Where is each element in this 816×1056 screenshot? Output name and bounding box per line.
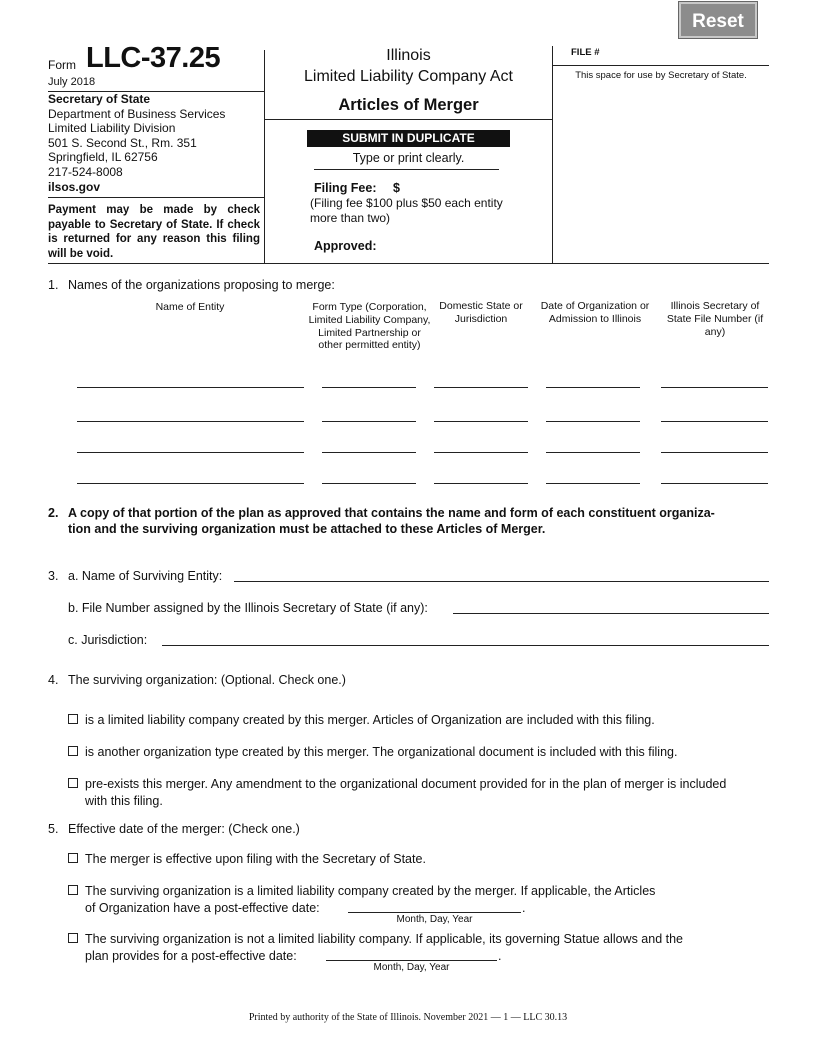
domestic-state-field[interactable] bbox=[434, 387, 528, 388]
organization-date-field[interactable] bbox=[546, 387, 640, 388]
domestic-state-field[interactable] bbox=[434, 452, 528, 453]
non-llc-post-effective-date-field[interactable] bbox=[326, 960, 497, 961]
organization-date-field[interactable] bbox=[546, 483, 640, 484]
agency-line: Springfield, IL 62756 bbox=[48, 150, 158, 165]
divider bbox=[552, 65, 769, 66]
agency-address bbox=[48, 92, 225, 194]
option-label-cont: of Organization have a post-effective date: bbox=[85, 901, 320, 915]
entity-name-field[interactable] bbox=[77, 483, 304, 484]
surviving-name-label: a. Name of Surviving Entity: bbox=[68, 569, 223, 583]
footer: Printed by authority of the State of Illinois. November 2021 — 1 — LLC 30.13 bbox=[248, 1012, 568, 1023]
effective-option-upon-filing bbox=[68, 852, 426, 866]
column-header: Domestic State or Jurisdiction bbox=[439, 300, 523, 325]
option-label: The surviving organization is a limited liability company created by the merger. If applicable, the Articles bbox=[85, 884, 656, 898]
file-number-label: FILE # bbox=[571, 47, 600, 58]
checkbox[interactable] bbox=[68, 714, 78, 724]
sos-file-number-field[interactable] bbox=[661, 483, 768, 484]
domestic-state-field[interactable] bbox=[434, 421, 528, 422]
item1-text: Names of the organizations proposing to merge: bbox=[68, 278, 335, 292]
print-note: Type or print clearly. bbox=[352, 151, 465, 165]
period: . bbox=[498, 949, 502, 963]
surviving-option-other bbox=[68, 745, 677, 759]
item4-number: 4. bbox=[48, 673, 59, 687]
checkbox[interactable] bbox=[68, 933, 78, 943]
act-name: Limited Liability Company Act bbox=[304, 68, 513, 85]
item2-number: 2. bbox=[48, 506, 59, 520]
effective-option-llc-post-date bbox=[68, 884, 655, 898]
file-number-assigned-label: b. File Number assigned by the Illinois Secretary of State (if any): bbox=[68, 601, 428, 615]
option-label: pre-exists this merger. Any amendment to the organizational document provided for in the plan of merger is included bbox=[85, 777, 727, 791]
sos-file-number-field[interactable] bbox=[661, 452, 768, 453]
option-label: is another organization type created by this merger. The organizational document is included with this filing. bbox=[85, 745, 678, 759]
agency-line: Department of Business Services bbox=[48, 106, 226, 121]
column-header: Name of Entity bbox=[155, 301, 225, 313]
entity-name-field[interactable] bbox=[77, 452, 304, 453]
checkbox[interactable] bbox=[68, 778, 78, 788]
organization-date-field[interactable] bbox=[546, 452, 640, 453]
checkbox[interactable] bbox=[68, 746, 78, 756]
agency-line: Limited Liability Division bbox=[48, 121, 176, 136]
header-divider bbox=[48, 263, 769, 264]
column-header: Illinois Secretary of State File Number (if any) bbox=[666, 300, 764, 338]
sos-space-note: This space for use by Secretary of State. bbox=[575, 70, 747, 81]
form-code: LLC-37.25 bbox=[86, 42, 221, 74]
llc-post-effective-date-field[interactable] bbox=[348, 912, 521, 913]
divider bbox=[314, 169, 499, 170]
filing-fee-note: (Filing fee $100 plus $50 each entity more than two) bbox=[310, 196, 503, 225]
option-label: The merger is effective upon filing with the Secretary of State. bbox=[85, 852, 426, 866]
divider bbox=[48, 197, 264, 198]
surviving-option-preexists bbox=[68, 777, 726, 791]
file-number-assigned-field[interactable] bbox=[453, 613, 769, 614]
agency-website: ilsos.gov bbox=[48, 179, 101, 194]
form-prefix: Form bbox=[48, 58, 76, 72]
entity-name-field[interactable] bbox=[77, 387, 304, 388]
column-header: Date of Organization or Admission to Illinois bbox=[540, 300, 650, 325]
option-label-cont: with this filing. bbox=[85, 794, 163, 808]
filing-fee-label: Filing Fee: bbox=[314, 181, 377, 195]
agency-line: 501 S. Second St., Rm. 351 bbox=[48, 135, 197, 150]
item5-number: 5. bbox=[48, 822, 59, 836]
effective-option-non-llc-post-date bbox=[68, 932, 683, 946]
form-type-field[interactable] bbox=[322, 421, 416, 422]
form-date: July 2018 bbox=[48, 76, 96, 88]
reset-button[interactable]: Reset bbox=[679, 2, 757, 38]
surviving-option-llc bbox=[68, 713, 655, 727]
entity-name-field[interactable] bbox=[77, 421, 304, 422]
item4-text: The surviving organization: (Optional. Check one.) bbox=[68, 673, 346, 687]
option-label: is a limited liability company created by this merger. Articles of Organization are included with this filing. bbox=[85, 713, 655, 727]
form-type-field[interactable] bbox=[322, 483, 416, 484]
item1-number: 1. bbox=[48, 278, 59, 292]
date-caption: Month, Day, Year bbox=[373, 962, 450, 973]
organization-date-field[interactable] bbox=[546, 421, 640, 422]
date-caption: Month, Day, Year bbox=[396, 914, 473, 925]
item3-number: 3. bbox=[48, 569, 59, 583]
sos-file-number-field[interactable] bbox=[661, 387, 768, 388]
agency-line: 217-524-8008 bbox=[48, 164, 123, 179]
divider bbox=[264, 119, 552, 120]
option-label-cont: plan provides for a post-effective date: bbox=[85, 949, 297, 963]
filing-fee-symbol: $ bbox=[393, 181, 400, 195]
sos-file-number-field[interactable] bbox=[661, 421, 768, 422]
form-type-field[interactable] bbox=[322, 452, 416, 453]
form-type-field[interactable] bbox=[322, 387, 416, 388]
agency-line: Secretary of State bbox=[48, 92, 151, 106]
jurisdiction-field[interactable] bbox=[162, 645, 769, 646]
period: . bbox=[522, 901, 526, 915]
surviving-name-field[interactable] bbox=[234, 581, 769, 582]
item2-text: A copy of that portion of the plan as approved that contains the name and form of each constituent organiza- bbox=[68, 506, 715, 520]
submit-duplicate-banner: SUBMIT IN DUPLICATE bbox=[307, 130, 510, 147]
item5-text: Effective date of the merger: (Check one.) bbox=[68, 822, 300, 836]
page-title: Articles of Merger bbox=[338, 96, 479, 114]
column-header: Form Type (Corporation, Limited Liability Company, Limited Partnership or other permitted entity) bbox=[308, 301, 431, 352]
domestic-state-field[interactable] bbox=[434, 483, 528, 484]
state-name: Illinois bbox=[386, 47, 431, 64]
option-label: The surviving organization is not a limited liability company. If applicable, its governing Statue allows and the bbox=[85, 932, 684, 946]
checkbox[interactable] bbox=[68, 885, 78, 895]
payment-note: Payment may be made by check payable to Secretary of State. If check is returned for any reason this filing will be void. bbox=[48, 204, 260, 260]
approved-label: Approved: bbox=[314, 239, 377, 253]
checkbox[interactable] bbox=[68, 853, 78, 863]
jurisdiction-label: c. Jurisdiction: bbox=[68, 633, 148, 647]
item2-text: tion and the surviving organization must be attached to these Articles of Merger. bbox=[68, 522, 546, 536]
